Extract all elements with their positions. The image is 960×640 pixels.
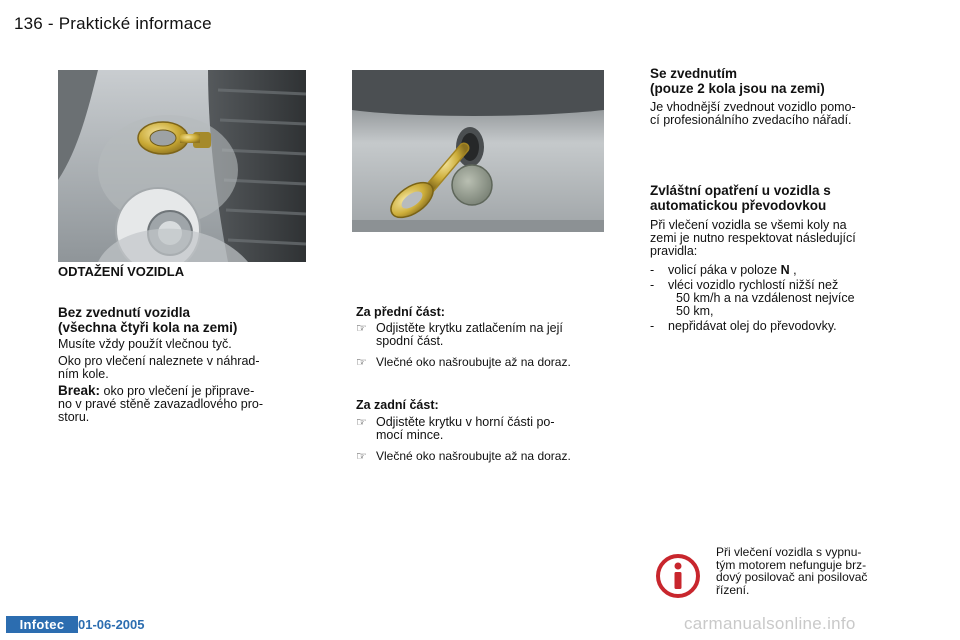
text-line: vléci vozidlo rychlostí nižší než <box>668 278 839 292</box>
text-line: volicí páka v poloze <box>668 263 781 277</box>
text-line: storu. <box>58 410 90 424</box>
text-line: Oko pro vlečení naleznete v náhrad- <box>58 354 260 368</box>
lift-heading <box>650 66 910 96</box>
text-line: no v pravé stěně zavazadlového pro- <box>58 397 263 411</box>
text-line: zemi je nutno respektovat následující <box>650 231 856 245</box>
list-item <box>356 416 608 442</box>
page-number: 136 <box>14 14 43 33</box>
heading-line: automatickou převodovkou <box>650 198 827 213</box>
rear-heading: Za zadní část: <box>356 398 439 412</box>
spare-wheel-note <box>58 355 308 381</box>
dash-bullet: - <box>650 319 655 333</box>
no-lift-heading <box>58 305 308 335</box>
tow-bar-note: Musíte vždy použít vlečnou tyč. <box>58 337 232 351</box>
list-item <box>650 320 906 333</box>
info-icon <box>655 553 701 599</box>
section-title: - Praktické informace <box>47 14 212 33</box>
watermark-site: carmanualsonline.info <box>684 614 856 633</box>
text-line: , <box>789 263 797 277</box>
automatic-gearbox-heading <box>650 183 910 213</box>
page-header <box>14 14 212 34</box>
text-line: nepřidávat olej do převodovky. <box>668 319 837 333</box>
rear-towing-eye-photo <box>352 70 604 232</box>
pointing-hand-icon: ☞ <box>356 321 367 335</box>
list-item <box>650 264 906 277</box>
gear-position: N <box>780 263 790 277</box>
text-line: řízení. <box>716 582 750 597</box>
list-item <box>356 356 608 369</box>
break-note <box>58 384 308 424</box>
text-line: Vlečné oko našroubujte až na doraz. <box>376 355 571 369</box>
no-lift-heading-line: (všechna čtyři kola na zemi) <box>58 320 238 335</box>
list-item <box>356 450 608 463</box>
text-line: 50 km, <box>676 304 714 318</box>
gearbox-rules <box>650 264 906 333</box>
text-line: oko pro vlečení je připrave- <box>100 384 255 398</box>
text-line: Odjistěte krytku v horní části po- <box>376 415 555 429</box>
text-line: spodní část. <box>376 334 444 348</box>
rear-instructions <box>356 416 608 463</box>
text-line: 50 km/h a na vzdálenost nejvíce <box>676 291 855 305</box>
no-lift-heading-line: Bez zvednutí vozidla <box>58 305 191 320</box>
text-line: tým motorem nefunguje brz- <box>716 557 867 572</box>
list-item <box>356 322 608 348</box>
footer-date: 01-06-2005 <box>78 617 145 632</box>
section-heading: ODTAŽENÍ VOZIDLA <box>58 264 185 279</box>
break-label: Break: <box>58 383 101 398</box>
text-line: ním kole. <box>58 367 109 381</box>
text-line: Vlečné oko našroubujte až na doraz. <box>376 449 571 463</box>
info-note <box>716 546 906 596</box>
dash-bullet: - <box>650 278 655 292</box>
pointing-hand-icon: ☞ <box>356 415 367 429</box>
heading-line: (pouze 2 kola jsou na zemi) <box>650 81 825 96</box>
pointing-hand-icon: ☞ <box>356 355 367 369</box>
text-line: mocí mince. <box>376 428 444 442</box>
text-line: Při vlečení vozidla s vypnu- <box>716 545 862 559</box>
infotec-badge: Infotec <box>6 616 78 633</box>
front-heading: Za přední část: <box>356 305 445 319</box>
front-towing-eye-photo <box>58 70 306 262</box>
list-item <box>650 279 906 318</box>
text-line: Při vlečení vozidla se všemi koly na <box>650 218 847 232</box>
lift-note <box>650 101 910 127</box>
pointing-hand-icon: ☞ <box>356 449 367 463</box>
dash-bullet: - <box>650 263 655 277</box>
text-line: Je vhodnější zvednout vozidlo pomo- <box>650 100 856 114</box>
text-line: dový posilovač ani posilovač <box>716 570 868 584</box>
heading-line: Zvláštní opatření u vozidla s <box>650 183 831 198</box>
front-instructions <box>356 322 608 369</box>
text-line: Odjistěte krytku zatlačením na její <box>376 321 563 335</box>
heading-line: Se zvednutím <box>650 66 738 81</box>
automatic-gearbox-intro <box>650 219 906 258</box>
text-line: pravidla: <box>650 244 698 258</box>
text-line: cí profesionálního zvedacího nářadí. <box>650 113 852 127</box>
